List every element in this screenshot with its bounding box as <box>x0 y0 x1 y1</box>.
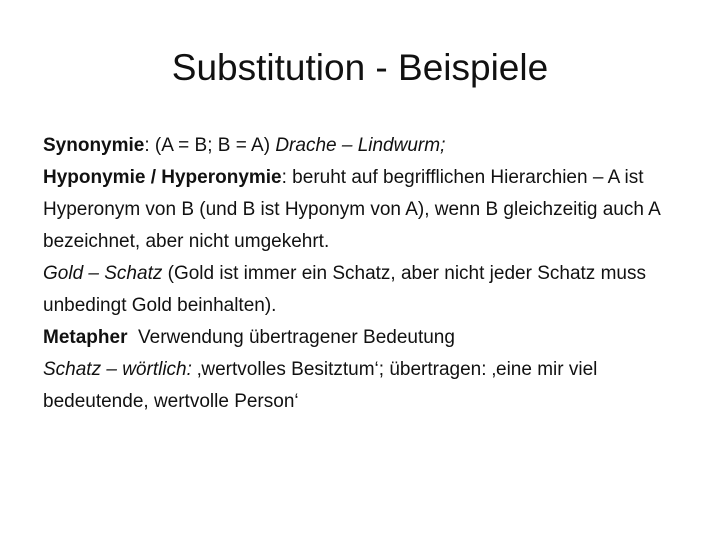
synonymie-definition: : (A = B; B = A) <box>144 135 276 156</box>
paragraph-metapher <box>43 322 693 354</box>
schatz-example: Schatz – wörtlich: <box>43 359 198 380</box>
term-hyponymie: Hyponymie / Hyperonymie <box>43 167 282 188</box>
paragraph-hyponymie <box>43 162 693 258</box>
hyponymie-definition: : beruht auf begrifflichen Hierarchien – A ist Hyperonym von B (und B ist Hyponym von A), wenn B gleichzeitig auch A bezeichnet, aber nicht umgekehrt. <box>43 167 660 252</box>
term-metapher: Metapher <box>43 327 128 348</box>
gold-schatz-example: Gold – Schatz <box>43 263 163 284</box>
metapher-definition: Verwendung übertragener Bedeutung <box>127 327 455 348</box>
gold-schatz-explanation: (Gold ist immer ein Schatz, aber nicht jeder Schatz muss unbedingt Gold beinhalten). <box>43 263 646 316</box>
synonymie-example: Drache – Lindwurm; <box>275 135 446 156</box>
slide-title: Substitution - Beispiele <box>171 47 549 88</box>
slide-body <box>43 130 693 418</box>
paragraph-synonymie <box>43 130 693 162</box>
paragraph-schatz <box>43 354 693 418</box>
paragraph-gold-schatz <box>43 258 693 322</box>
term-synonymie: Synonymie <box>43 135 145 156</box>
schatz-explanation: ‚wertvolles Besitztum‘; übertragen: ‚eine mir viel bedeutende, wertvolle Person‘ <box>43 359 598 412</box>
